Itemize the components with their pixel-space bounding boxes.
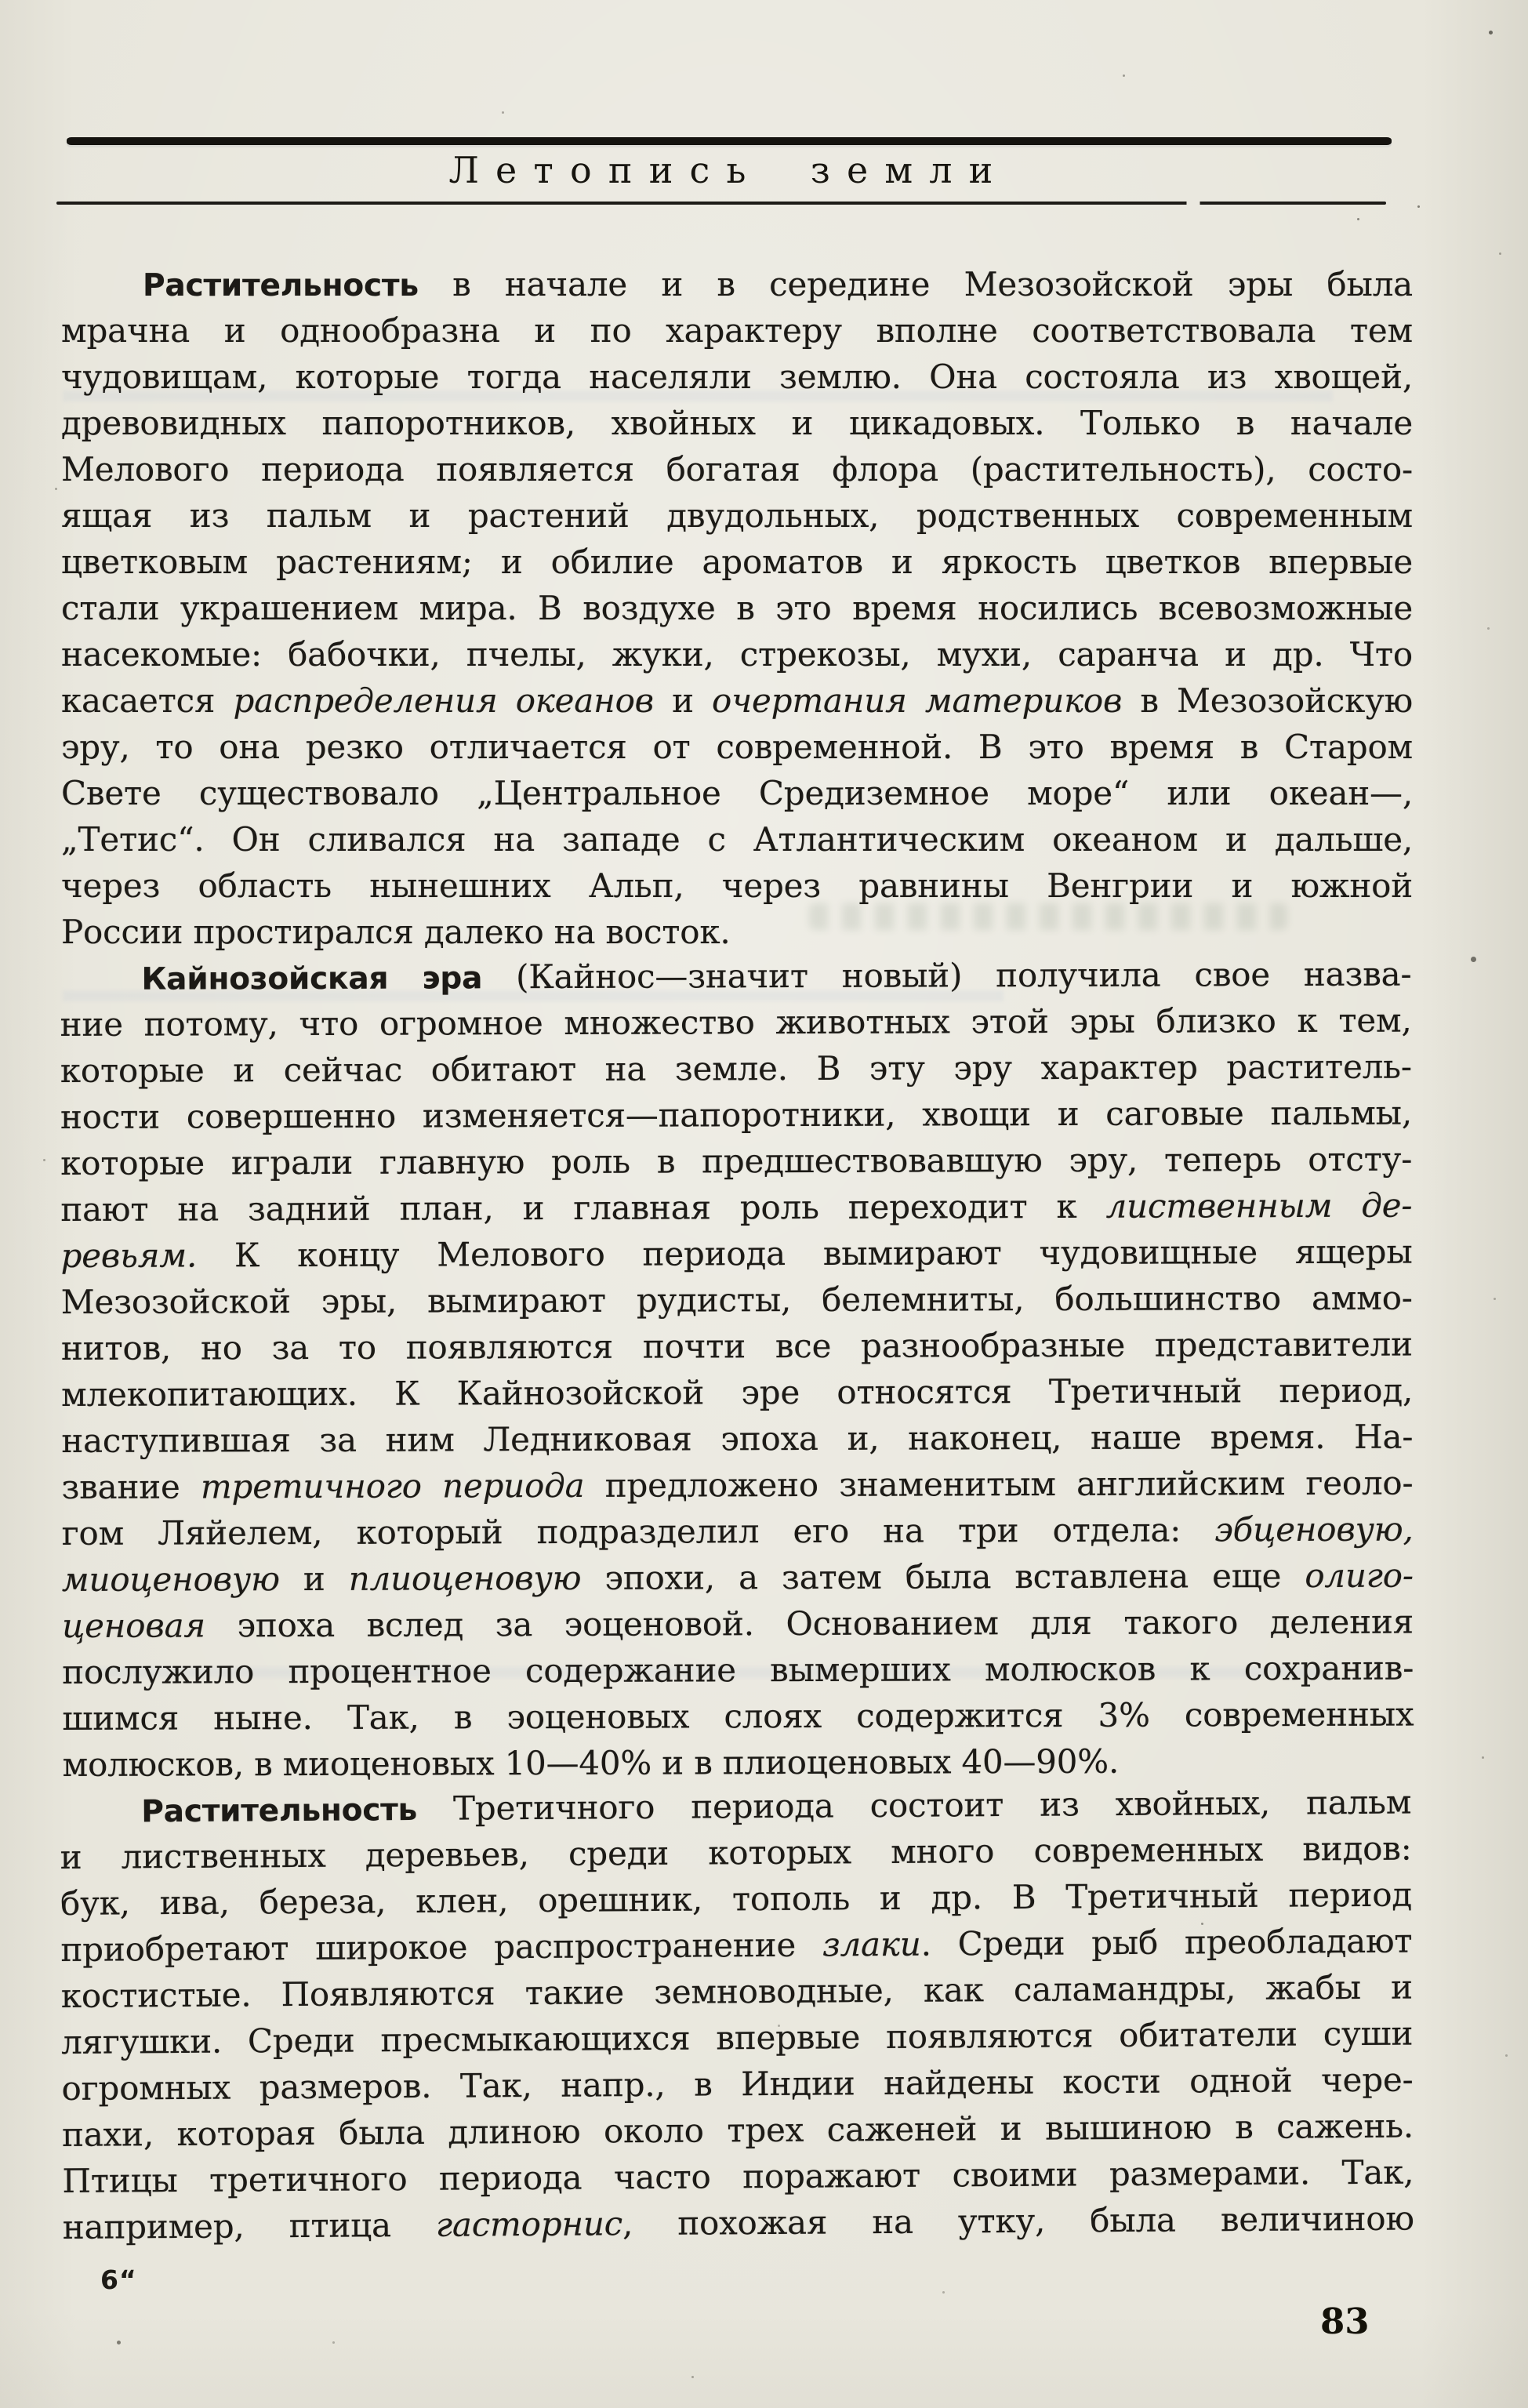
text-line (61, 307, 1413, 354)
text-run: касается (61, 681, 234, 720)
text-run: в начале и в середине Мезозойской эры была (418, 265, 1413, 303)
italic-term: очертания материков (712, 681, 1123, 720)
text-line (61, 585, 1413, 631)
text-run: пахи, которая была длиною около трех саженей и вышиною в сажень. (61, 2106, 1414, 2154)
italic-term: гасторнис (435, 2204, 623, 2244)
paragraph (60, 1779, 1414, 2250)
paragraph (60, 951, 1414, 1788)
text-run: огромных размеров. Так, напр., в Индии найдены кости одной чере- (61, 2060, 1414, 2108)
text-run: мрачна и однообразна и по характеру вполне соответствовала тем (61, 311, 1413, 350)
text-run: (Кайнос—значит новый) получила свое назва- (482, 954, 1412, 997)
text-run: нитов, но за то появляются почти все разнообразные представители (60, 1324, 1413, 1367)
text-line (61, 1414, 1413, 1464)
text-line (61, 354, 1413, 400)
text-run: через область нынешних Альп, через равнины Венгрии и южной (61, 866, 1413, 905)
text-line (60, 1229, 1412, 1279)
text-run: костистые. Появляются такие земноводные, как саламандры, жабы и (60, 1967, 1413, 2015)
italic-term: ревьям. (60, 1236, 198, 1276)
text-line (61, 724, 1413, 770)
text-line (60, 1090, 1412, 1140)
text-run: пают на задний план, и главная роль переходит к (60, 1186, 1106, 1229)
text-run: и (653, 681, 713, 720)
text-run: молюсков, в миоценовых 10—40% и в плиоценовых 40—90%. (62, 1742, 1120, 1784)
text-run: предложено знаменитым английским геоло- (584, 1463, 1414, 1505)
italic-term: олиго- (1305, 1556, 1414, 1596)
text-run: . Среди рыб преобладают (920, 1921, 1413, 1963)
text-run: и (279, 1559, 349, 1599)
text-line (60, 997, 1412, 1048)
page-number: 83 (1320, 2301, 1370, 2342)
text-run: чудовищам, которые тогда населяли землю. Она состояла из хвощей, (61, 358, 1413, 396)
text-line (61, 1321, 1413, 1371)
text-line (63, 2196, 1414, 2250)
text-run: в Мезозойскую (1122, 681, 1413, 720)
text-run: шимся ныне. Так, в эоценовых слоях содержится 3% современных (62, 1694, 1414, 1738)
paragraph (61, 261, 1413, 955)
paper-specks (0, 0, 2, 2)
text-run: России простирался далеко на восток. (61, 913, 731, 951)
italic-term: третичного периода (200, 1466, 585, 1506)
text-run: , похожая на утку, была величиною (622, 2199, 1414, 2243)
text-line (61, 770, 1413, 816)
text-run: Свете существовало „Центральное Средиземное море“ или океан—, (61, 774, 1413, 812)
text-line (60, 1182, 1412, 1233)
text-line (61, 492, 1413, 539)
italic-term: ценовая (61, 1606, 206, 1645)
ink-bleed-ghost (809, 903, 1287, 930)
text-line (62, 1691, 1414, 1742)
text-run: и лиственных деревьев, среди которых много современных видов: (60, 1829, 1412, 1877)
italic-term: лиственным де- (1105, 1186, 1413, 1226)
text-line (60, 951, 1411, 1001)
header-rule-bottom (56, 202, 1386, 205)
text-line (61, 677, 1413, 724)
text-run: эру, то она резко отличается от современной. В это время в Старом (61, 728, 1413, 766)
bold-term: Растительность (143, 268, 419, 303)
text-line (61, 1275, 1413, 1325)
text-line (61, 1367, 1413, 1418)
text-run: ности совершенно изменяется—папоротники, хвощи и саговые пальмы, (60, 1093, 1413, 1137)
text-line (62, 1599, 1414, 1649)
italic-term: миоценовую (61, 1560, 280, 1599)
text-run: эпоха вслед за эоценовой. Основанием для такого деления (205, 1602, 1414, 1645)
text-line (60, 1044, 1412, 1094)
text-line (62, 1506, 1414, 1556)
signature-mark: 6“ (100, 2265, 137, 2295)
italic-term: плиоценовую (348, 1558, 582, 1598)
text-line (61, 539, 1413, 585)
text-run: „Тетис“. Он сливался на западе с Атлантическим океаном и дальше, (61, 820, 1413, 859)
running-head-title: Летопись земли (448, 149, 1010, 191)
text-line (60, 1136, 1412, 1186)
text-run: стали украшением мира. В воздухе в это время носились всевозможные (61, 589, 1413, 627)
text-run: древовидных папоротников, хвойных и цикадовых. Только в начале (61, 404, 1413, 442)
bold-term: Кайнозойская эра (141, 961, 483, 997)
text-run: которые играли главную роль в предшествовавшую эру, теперь отсту- (60, 1139, 1413, 1183)
text-run: приобретают широкое распространение (60, 1925, 823, 1970)
text-run: К концу Мелового периода вымирают чудовищные ящеры (197, 1232, 1413, 1275)
text-run: послужило процентное содержание вымерших молюсков к сохранив- (62, 1648, 1414, 1691)
text-run: цветковым растениям; и обилие ароматов и яркость цветков впервые (61, 543, 1413, 581)
text-run: ние потому, что огромное множество животных этой эры близко к тем, (60, 1001, 1412, 1044)
text-run: звание (61, 1467, 201, 1506)
text-line (62, 1553, 1414, 1603)
text-run: Мезозойской эры, вымирают рудисты, белемниты, большинство аммо- (60, 1278, 1413, 1322)
text-run: ящая из пальм и растений двудольных, родственных современным (61, 496, 1413, 535)
text-run: насекомые: бабочки, пчелы, жуки, стрекозы, мухи, саранча и др. Что (61, 635, 1413, 674)
text-line (61, 631, 1413, 677)
text-run: например, птица (62, 2205, 437, 2246)
text-run: которые и сейчас обитают на земле. В эту эру характер раститель- (60, 1047, 1412, 1091)
text-line (61, 400, 1413, 446)
text-run: млекопитающих. К Кайнозойской эре относятся Третичный период, (61, 1371, 1414, 1414)
italic-term: распределения океанов (233, 681, 654, 720)
text-line (61, 1460, 1413, 1510)
text-run: Птицы третичного периода часто поражают своими размерами. Так, (62, 2152, 1414, 2200)
header-rule-top (67, 137, 1392, 145)
text-run: наступившая за ним Ледниковая эпоха и, наконец, наше время. На- (61, 1417, 1414, 1460)
text-run: Третичного периода состоит из хвойных, пальм (416, 1782, 1412, 1828)
text-line (61, 863, 1413, 909)
text-line (62, 1645, 1414, 1695)
text-run: эпохи, а затем была вставлена еще (581, 1556, 1305, 1597)
text-run: бук, ива, береза, клен, орешник, тополь и др. В Третичный период (60, 1875, 1413, 1923)
text-line (61, 261, 1413, 307)
text-run: Мелового периода появляется богатая флора (растительность), состо- (61, 450, 1413, 489)
bold-term: Растительность (141, 1792, 418, 1830)
text-run: лягушки. Среди пресмыкающихся впервые появляются обитатели суши (61, 2014, 1414, 2061)
italic-term: злаки (822, 1924, 921, 1964)
italic-term: эбценовую, (1214, 1509, 1414, 1549)
page-text (61, 261, 1413, 2250)
text-line (61, 446, 1413, 492)
text-line (61, 816, 1413, 863)
text-run: гом Ляйелем, который подразделил его на три отдела: (61, 1510, 1215, 1553)
